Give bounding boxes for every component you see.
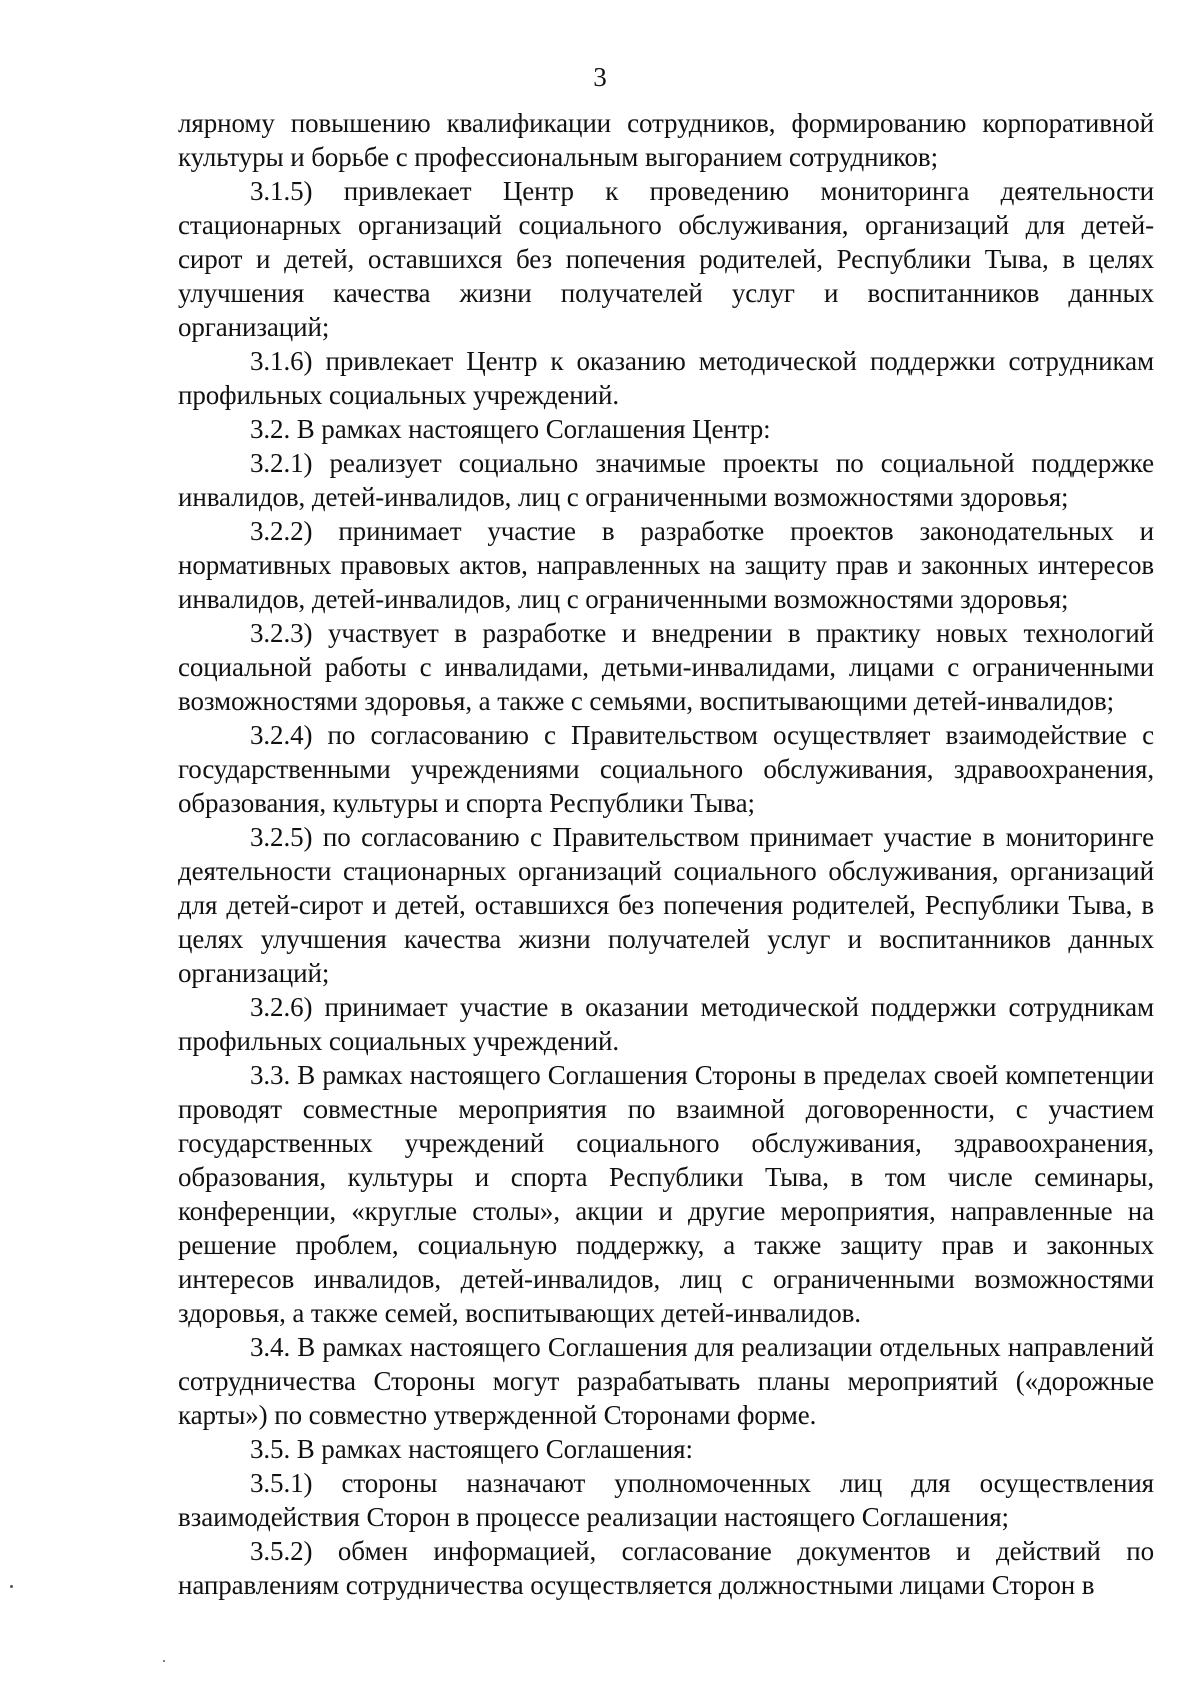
paragraph-3-4: 3.4. В рамках настоящего Соглашения для реализации отдельных направлений сотрудничества Стороны могут разрабатывать планы мероприятий («дорожные карты») по совместно утвержденной Сторонами форме. [178,1332,1154,1430]
paragraph-continuation: лярному повышению квалификации сотрудников, формированию корпоративной культуры и борьбе с профессиональным выгоранием сотрудников; [178,108,1154,172]
paragraph-3-5-2: 3.5.2) обмен информацией, согласование документов и действий по направлениям сотрудничества осуществляется должностными лицами Сторон в [178,1536,1154,1600]
paragraph-3-2-2: 3.2.2) принимает участие в разработке проектов законодательных и нормативных правовых актов, направленных на защиту прав и законных интересов инвалидов, детей-инвалидов, лиц с ограниченными возможностями здоровья; [178,516,1154,614]
scan-speck [163,1660,165,1662]
page-number: 3 [593,62,607,92]
paragraph-3-2-4: 3.2.4) по согласованию с Правительством осуществляет взаимодействие с государственными учреждениями социального обслуживания, здравоохранения, образования, культуры и спорта Республики Тыва; [178,720,1154,818]
paragraph-3-3: 3.3. В рамках настоящего Соглашения Стороны в пределах своей компетенции проводят совместные мероприятия по взаимной договоренности, с участием государственных учреждений социального обслуживания, здравоохранения, образования, культуры и спорта Республики Тыва, в том числе семинары, конференции, «круглые столы», акции и другие мероприятия, направленные на решение проблем, социальную поддержку, а также защиту прав и законных интересов инвалидов, детей-инвалидов, лиц с ограниченными возможностями здоровья, а также семей, воспитывающих детей-инвалидов. [178,1060,1154,1328]
paragraph-3-1-6: 3.1.6) привлекает Центр к оказанию методической поддержки сотрудникам профильных социальных учреждений. [178,346,1154,410]
paragraph-3-2-3: 3.2.3) участвует в разработке и внедрении в практику новых технологий социальной работы с инвалидами, детьми-инвалидами, лицами с ограниченными возможностями здоровья, а также с семьями, воспитывающими детей-инвалидов; [178,618,1154,716]
paragraph-3-2-5: 3.2.5) по согласованию с Правительством принимает участие в мониторинге деятельности стационарных организаций социального обслуживания, организаций для детей-сирот и детей, оставшихся без попечения родителей, Республики Тыва, в целях улучшения качества жизни получателей услуг и воспитанников данных организаций; [178,822,1154,988]
document-body [178,106,1154,1602]
scan-speck [10,1585,13,1588]
paragraph-3-2-6: 3.2.6) принимает участие в оказании методической поддержки сотрудникам профильных социальных учреждений. [178,992,1154,1056]
paragraph-3-2-1: 3.2.1) реализует социально значимые проекты по социальной поддержке инвалидов, детей-инвалидов, лиц с ограниченными возможностями здоровья; [178,448,1154,512]
paragraph-3-5: 3.5. В рамках настоящего Соглашения: [250,1434,693,1464]
paragraph-3-2: 3.2. В рамках настоящего Соглашения Центр: [250,414,771,444]
paragraph-3-1-5: 3.1.5) привлекает Центр к проведению мониторинга деятельности стационарных организаций социального обслуживания, организаций для детей-сирот и детей, оставшихся без попечения родителей, Республики Тыва, в целях улучшения качества жизни получателей услуг и воспитанников данных организаций; [178,176,1154,342]
paragraph-3-5-1: 3.5.1) стороны назначают уполномоченных лиц для осуществления взаимодействия Сторон в процессе реализации настоящего Соглашения; [178,1468,1154,1532]
